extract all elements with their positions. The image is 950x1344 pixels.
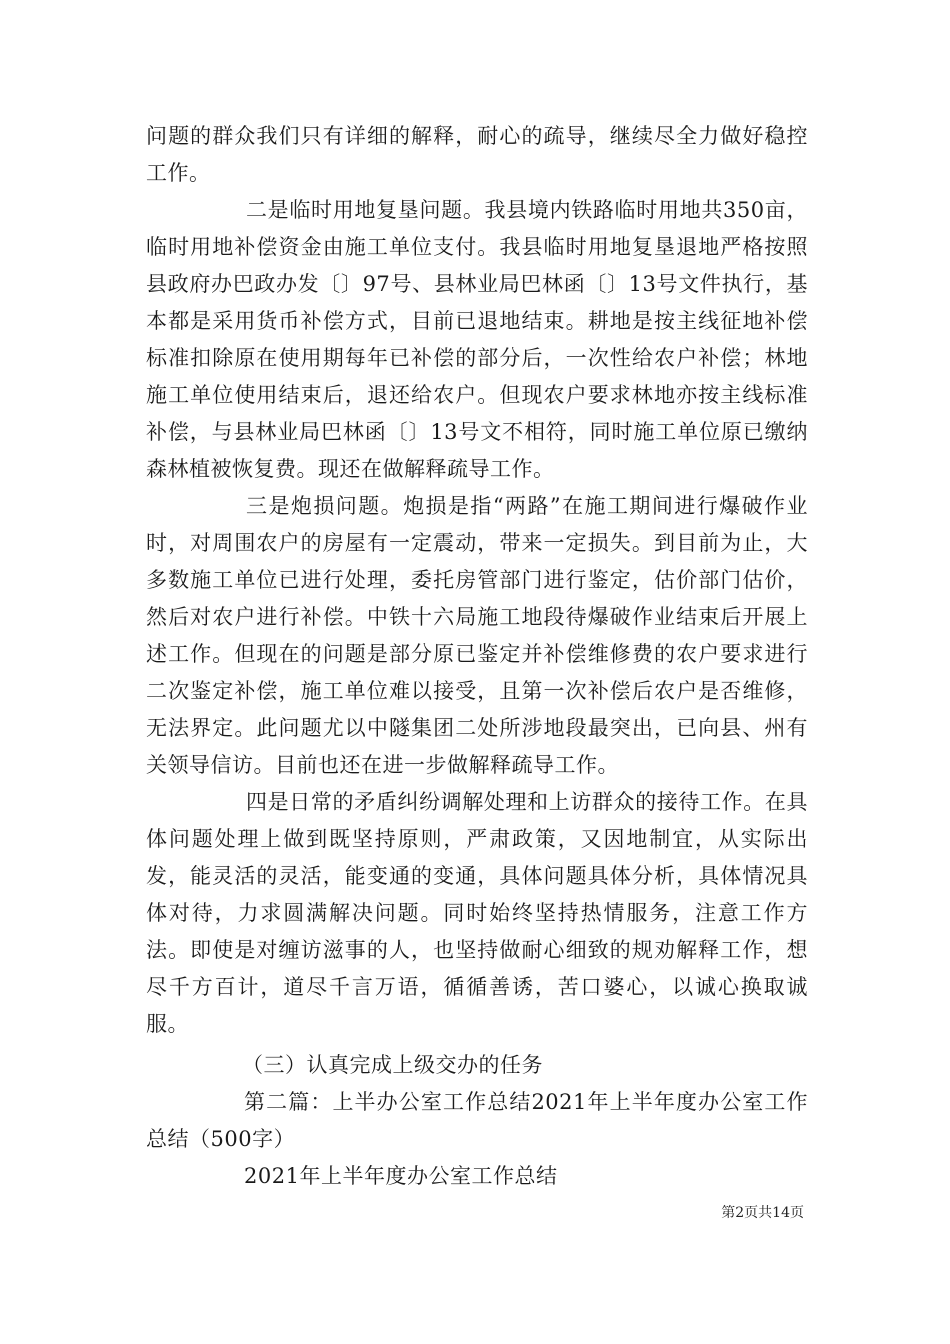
section-heading-tasks: （三）认真完成上级交办的任务 xyxy=(242,1053,543,1077)
page-number: 第2页共14页 xyxy=(721,1205,804,1221)
paragraph-blasting-damage: 三是炮损问题。炮损是指“两路”在施工期间进行爆破作业时，对周围农户的房屋有一定震动，带来一定损失。到目前为止，大多数施工单位已进行处理，委托房管部门进行鉴定，估价部门估价，然后对农户进行补偿。中铁十六局施工地段待爆破作业结束后开展上述工作。但现在的问题是部分原已鉴定并补偿维修费的农户要求进行二次鉴定补偿，施工单位难以接受，且第一次补偿后农户是否维修，无法界定。此问题尤以中隧集团二处所涉地段最突出，已向县、州有关领导信访。目前也还在进一步做解释疏导工作。 xyxy=(146,494,808,777)
paragraph-second-article-title: 第二篇：上半办公室工作总结2021年上半年度办公室工作总结（500字） xyxy=(146,1090,808,1151)
paragraph-temporary-land: 二是临时用地复垦问题。我县境内铁路临时用地共350亩，临时用地补偿资金由施工单位支付。我县临时用地复垦退地严格按照县政府办巴政办发〔〕97号、县林业局巴林函〔〕13号文件执行，基本都是采用货币补偿方式，目前已退地结束。耕地是按主线征地补偿标准扣除原在使用期每年已补偿的部分后，一次性给农户补偿；林地施工单位使用结束后，退还给农户。但现农户要求林地亦按主线标准补偿，与县林业局巴林函〔〕13号文不相符，同时施工单位原已缴纳森林植被恢复费。现还在做解释疏导工作。 xyxy=(146,198,808,481)
document-page xyxy=(146,118,808,1195)
paragraph-daily-disputes: 四是日常的矛盾纠纷调解处理和上访群众的接待工作。在具体问题处理上做到既坚持原则，严肃政策，又因地制宜，从实际出发，能灵活的灵活，能变通的变通，具体问题具体分析，具体情况具体对待，力求圆满解决问题。同时始终坚持热情服务，注意工作方法。即使是对缠访滋事的人，也坚持做耐心细致的规劝解释工作，想尽千方百计，道尽千言万语，循循善诱，苦口婆心，以诚心换取诚服。 xyxy=(146,790,808,1036)
article-title: 2021年上半年度办公室工作总结 xyxy=(244,1164,558,1188)
paragraph-continuation: 问题的群众我们只有详细的解释，耐心的疏导，继续尽全力做好稳控工作。 xyxy=(146,124,808,185)
